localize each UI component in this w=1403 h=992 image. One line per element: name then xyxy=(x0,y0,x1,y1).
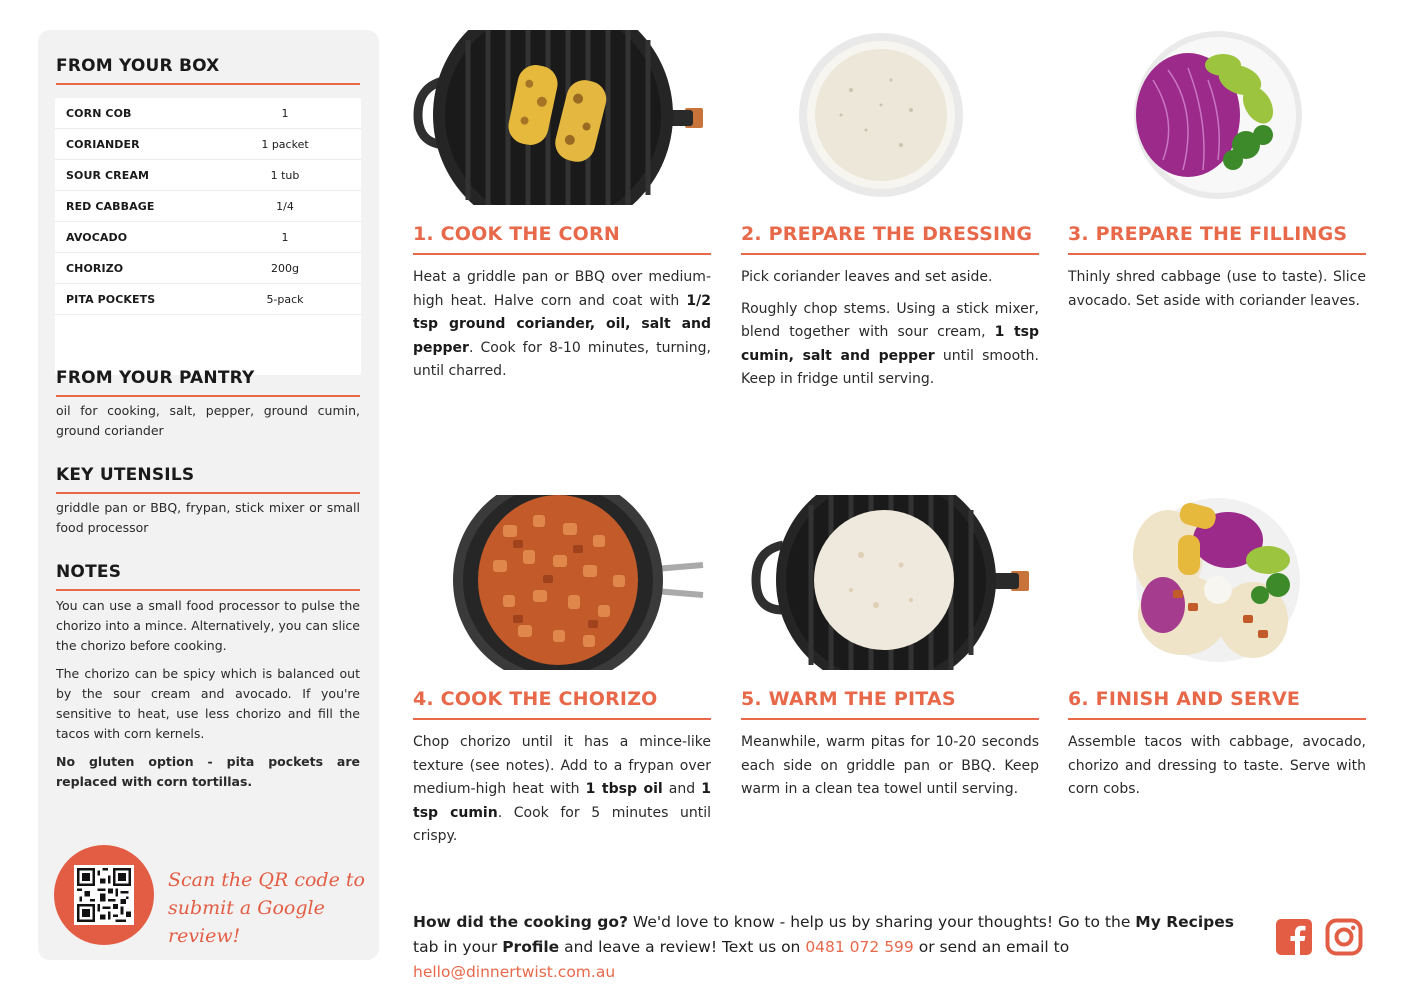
note-paragraph: The chorizo can be spicy which is balanced out by the sour cream and avocado. If you're sensitive to heat, use less chorizo and fill the tacos with corn kernels. xyxy=(56,666,360,741)
table-row xyxy=(55,284,361,315)
ingredient-name: CORIANDER xyxy=(66,137,140,151)
ingredients-table xyxy=(55,98,361,375)
step-text-bold: 1 tsp cumin, salt and pepper xyxy=(741,324,1039,364)
step-title: 2. PREPARE THE DRESSING xyxy=(741,223,1039,255)
footer-text: tab in your xyxy=(413,938,503,956)
ingredient-qty: 1 xyxy=(281,230,289,244)
step-text-bold: 1 tsp cumin xyxy=(413,781,711,821)
ingredient-qty: 1 tub xyxy=(270,168,300,182)
ingredient-name: AVOCADO xyxy=(66,230,128,244)
table-row xyxy=(55,253,361,284)
step-text-bold: 1/2 tsp ground coriander, oil, salt and pepper xyxy=(413,292,711,356)
notes-title: NOTES xyxy=(56,562,360,591)
step-text-part: Pick coriander leaves and set aside. xyxy=(741,269,993,285)
step-title: 3. PREPARE THE FILLINGS xyxy=(1068,223,1366,255)
ingredient-name: CHORIZO xyxy=(66,261,124,275)
phone-link[interactable]: 0481 072 599 xyxy=(805,938,914,956)
footer-question: How did the cooking go? xyxy=(413,913,628,931)
fillings-plate-image xyxy=(1068,30,1366,205)
qr-code-icon[interactable] xyxy=(74,865,134,925)
step-text-bold: 1 tbsp oil xyxy=(585,781,663,797)
step-text-part: Roughly chop stems. Using a stick mixer, blend together with sour cream, xyxy=(741,300,1039,340)
step-text-part: Meanwhile, warm pitas for 10-20 seconds each side on griddle pan or BBQ. Keep warm in a clean tea towel until serving. xyxy=(741,734,1039,797)
key-utensils-title: KEY UTENSILS xyxy=(56,465,360,494)
qr-caption xyxy=(168,866,368,950)
step-text xyxy=(741,731,1039,810)
email-link[interactable]: hello@dinnertwist.com.au xyxy=(413,963,616,981)
table-row xyxy=(55,222,361,253)
table-row xyxy=(55,98,361,129)
table-row xyxy=(55,160,361,191)
ingredient-name: PITA POCKETS xyxy=(66,292,156,306)
dressing-bowl-image xyxy=(741,30,1039,205)
step-title: 5. WARM THE PITAS xyxy=(741,688,1039,720)
review-footer xyxy=(413,910,1263,985)
step-text xyxy=(1068,731,1366,810)
footer-text: or send an email to xyxy=(913,938,1070,956)
chorizo-frypan-image xyxy=(413,495,711,670)
note-paragraph: You can use a small food processor to pulse the chorizo into a mince. Alternatively, you can slice the chorizo before cooking. xyxy=(56,598,360,653)
ingredient-qty: 1/4 xyxy=(276,199,294,213)
ingredient-qty: 1 packet xyxy=(261,137,309,151)
qr-caption-line: submit a Google review! xyxy=(168,897,325,947)
utensils-text: griddle pan or BBQ, frypan, stick mixer or small food processor xyxy=(56,500,360,535)
tacos-plate-image xyxy=(1068,495,1366,670)
note-gluten-free: No gluten option - pita pockets are replaced with corn tortillas. xyxy=(56,754,360,789)
step-text xyxy=(413,266,711,392)
step-text-part: and xyxy=(662,781,702,797)
ingredient-qty: 1 xyxy=(281,106,289,120)
table-row xyxy=(55,129,361,160)
step-text xyxy=(413,731,711,857)
ingredient-name: SOUR CREAM xyxy=(66,168,150,182)
from-your-box-title: FROM YOUR BOX xyxy=(56,56,360,85)
step-text-part: until smooth. Keep in fridge until serving. xyxy=(741,347,1039,387)
ingredient-qty: 5-pack xyxy=(266,292,304,306)
footer-text: and leave a review! Text us on xyxy=(559,938,806,956)
step-title: 4. COOK THE CHORIZO xyxy=(413,688,711,720)
footer-my-recipes: My Recipes xyxy=(1135,913,1234,931)
step-text xyxy=(1068,266,1366,321)
instagram-icon[interactable] xyxy=(1325,918,1363,956)
step-text xyxy=(741,266,1039,400)
griddle-corn-image xyxy=(413,30,711,205)
step-text-part: . Cook for 5 minutes until crispy. xyxy=(413,804,712,844)
footer-text: We'd love to know - help us by sharing your thoughts! Go to the xyxy=(627,913,1136,931)
step-text-part: Heat a griddle pan or BBQ over medium-high heat. Halve corn and coat with xyxy=(413,269,711,309)
ingredient-name: RED CABBAGE xyxy=(66,199,155,213)
notes-text xyxy=(56,596,360,800)
facebook-icon[interactable] xyxy=(1275,918,1313,956)
step-title: 6. FINISH AND SERVE xyxy=(1068,688,1366,720)
footer-profile: Profile xyxy=(502,938,560,956)
sidebar xyxy=(38,30,379,960)
pantry-text: oil for cooking, salt, pepper, ground cumin, ground coriander xyxy=(56,403,360,438)
table-row xyxy=(55,191,361,222)
step-title: 1. COOK THE CORN xyxy=(413,223,711,255)
pita-griddle-image xyxy=(741,495,1039,670)
from-your-pantry-title: FROM YOUR PANTRY xyxy=(56,368,360,397)
ingredient-qty: 200g xyxy=(271,261,299,275)
step-text-part: Thinly shred cabbage (use to taste). Slice avocado. Set aside with coriander leaves. xyxy=(1068,269,1366,309)
step-text-part: . Cook for 8-10 minutes, turning, until charred. xyxy=(413,339,711,379)
step-text-part: Assemble tacos with cabbage, avocado, chorizo and dressing to taste. Serve with corn cobs. xyxy=(1068,734,1366,797)
qr-badge xyxy=(54,845,154,945)
ingredient-name: CORN COB xyxy=(66,106,132,120)
step-text-part: Chop chorizo until it has a mince-like texture (see notes). Add to a frypan over medium-high heat with xyxy=(413,734,711,797)
qr-caption-line: Scan the QR code to xyxy=(168,869,365,891)
